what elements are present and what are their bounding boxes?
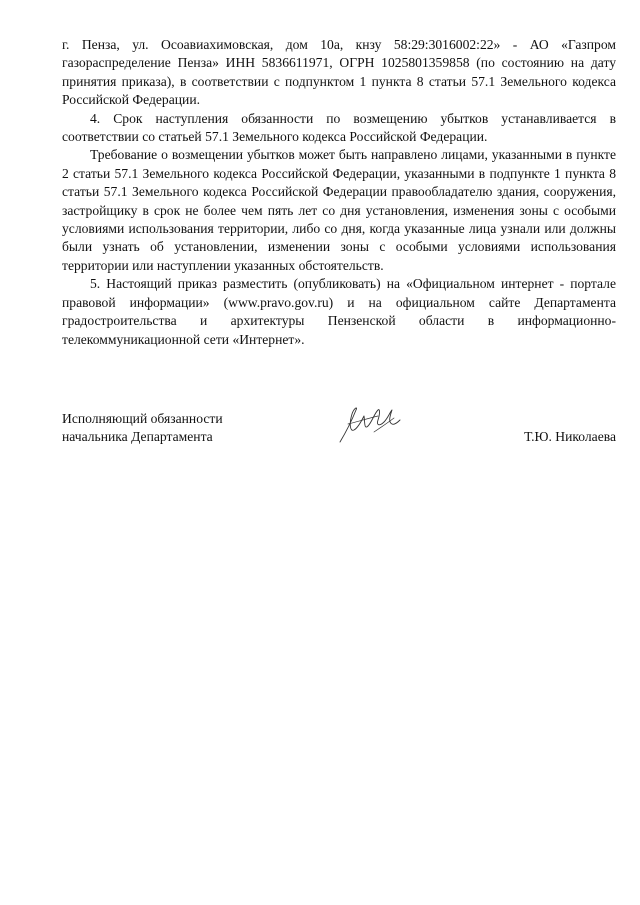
handwritten-signature bbox=[334, 402, 404, 450]
signer-position-line1: Исполняющий обязанности bbox=[62, 411, 223, 426]
signer-position-line2: начальника Департамента bbox=[62, 429, 213, 445]
paragraph-claim: Требование о возмещении убытков может быть направлено лицами, указанными в пункте 2 статьи 57.1 Земельного кодекса Российской Федерации, указанными в подпункте 1 пункта 8 статьи 57.1 Земельного кодекса Российской Федерации правообладателю здания, сооружения, застройщику в срок не более чем пять лет со дня установления, изменения зоны с особыми условиями использования территории, либо со дня, когда указанные лица узнали или должны были узнать об установлении, изменении зоны с особыми условиями использования территории или наступлении указанных обстоятельств. bbox=[62, 147, 616, 273]
paragraph-address: г. Пенза, ул. Осоавиахимовская, дом 10а, кнзу 58:29:3016002:22» - АО «Газпром газораспределение Пенза» ИНН 5836611971, ОГРН 1025801359858 (по состоянию на дату принятия приказа), в соответствии с подпунктом 1 пункта 8 статьи 57.1 Земельного кодекса Российской Федерации. bbox=[62, 37, 616, 108]
paragraph-item-4: 4. Срок наступления обязанности по возмещению убытков устанавливается в соответствии со статьей 57.1 Земельного кодекса Российской Федерации. bbox=[62, 110, 616, 145]
document-body bbox=[62, 36, 616, 349]
signer-position bbox=[62, 410, 223, 447]
signer-name: Т.Ю. Николаева bbox=[524, 429, 616, 444]
signature-block bbox=[62, 410, 616, 450]
paragraph-item-5: 5. Настоящий приказ разместить (опубликовать) на «Официальном интернет - портале правовой информации» (www.pravo.gov.ru) и на официальном сайте Департамента градостроительства и архитектуры Пензенской области в информационно-телекоммуникационной сети «Интернет». bbox=[62, 276, 616, 347]
